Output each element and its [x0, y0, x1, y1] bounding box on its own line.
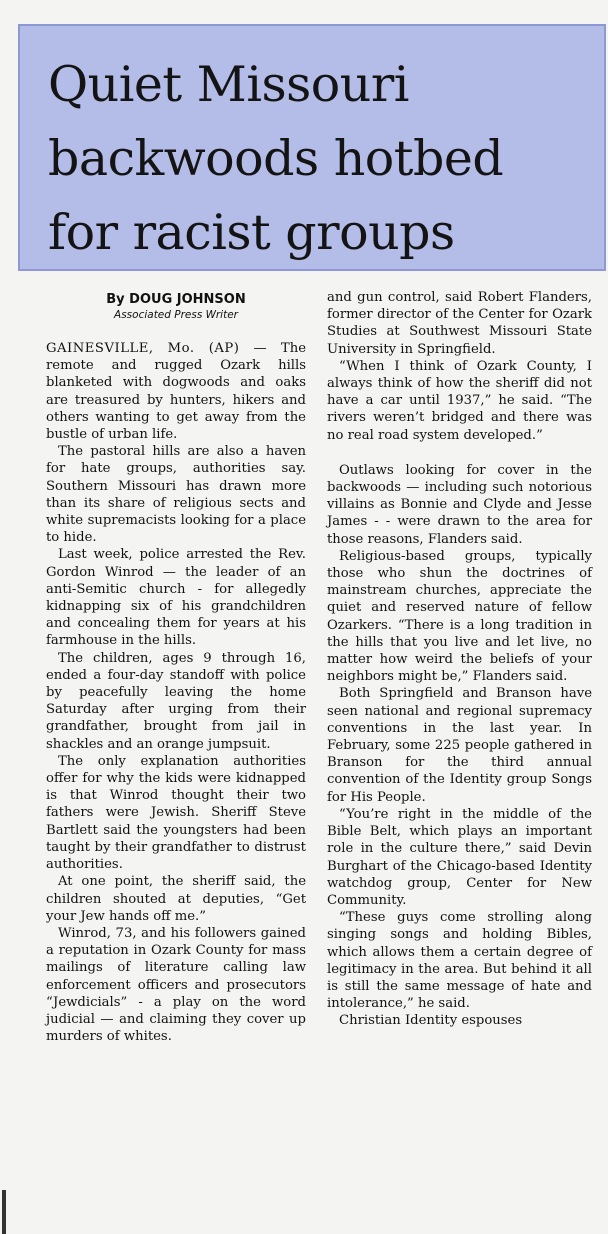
- article-column-right: [327, 289, 592, 1030]
- article-paragraph: At one point, the sheriff said, the children shouted at deputies, “Get your Jew hands off me.”: [46, 874, 306, 924]
- headline-line: backwoods hotbed: [48, 130, 504, 187]
- headline-line: Quiet Missouri: [48, 56, 409, 113]
- article-paragraph: Winrod, 73, and his followers gained a reputation in Ozark County for mass mailings of literature calling law enforcement officers and prosecutors “Jewdicials” - a play on the word judicial — and claiming they cover up murders of whites.: [46, 925, 306, 1045]
- article-paragraph: Christian Identity espouses: [339, 1013, 523, 1029]
- headline-line: for racist groups: [48, 204, 455, 261]
- article-paragraph: “You’re right in the middle of the Bible Belt, which plays an important role in the culture there,” said Devin Burghart of the Chicago-based Identity watchdog group, Center for New Community.: [327, 806, 592, 908]
- article-paragraph: The pastoral hills are also a haven for hate groups, authorities say. Southern Missouri has drawn more than its share of religious sects and white supremacists looking for a place to hide.: [46, 444, 306, 546]
- dateline: GAINESVILLE, Mo. (AP) —: [46, 341, 268, 356]
- scan-edge-mark: [2, 1190, 6, 1234]
- headline-highlight: [18, 24, 606, 271]
- article-paragraph: and gun control, said Robert Flanders, former director of the Center for Ozark Studies at Southwest Missouri State University in Springfield.: [327, 290, 592, 357]
- article-paragraph: [46, 340, 306, 443]
- byline-affiliation: Associated Press Writer: [114, 309, 238, 321]
- article-paragraph: “These guys come strolling along singing songs and holding Bibles, which allows them a certain degree of legitimacy in the area. But behind it all is still the same message of hate and intolerance,” he said.: [327, 910, 592, 1012]
- article-paragraph: Last week, police arrested the Rev. Gordon Winrod — the leader of an anti-Semitic church - for allegedly kidnapping six of his grandchildren and concealing them for years at his farmhouse in the hills.: [46, 547, 306, 649]
- byline-author: By DOUG JOHNSON: [106, 292, 246, 307]
- article-paragraph: Both Springfield and Branson have seen national and regional supremacy conventions in the last year. In February, some 225 people gathered in Branson for the third annual convention of the Identity group Songs for His People.: [327, 686, 592, 805]
- article-paragraph: Religious-based groups, typically those who shun the doctrines of mainstream churches, appreciate the quiet and reserved nature of fellow Ozarkers. “There is a long tradition in the hills that you live and let live, no matter how weird the beliefs of your neighbors might be,” Flanders said.: [327, 548, 592, 685]
- headline: [48, 48, 503, 270]
- paragraph-text: The remote and rugged Ozark hills blanketed with dogwoods and oaks are treasured by hunters, hikers and others wanting to get away from the bustle of urban life.: [46, 341, 306, 443]
- byline: [46, 292, 306, 322]
- article-paragraph: “When I think of Ozark County, I always think of how the sheriff did not have a car until 1937,” he said. “The rivers weren’t bridged and there was no real road system developed.”: [327, 358, 592, 443]
- article-paragraph: Outlaws looking for cover in the backwoods — including such notorious villains as Bonnie and Clyde and Jesse James - - were drawn to the area for those reasons, Flanders said.: [327, 462, 592, 547]
- article-column-left: [46, 292, 306, 1045]
- article-paragraph: The only explanation authorities offer for why the kids were kidnapped is that Winrod thought their two fathers were Jewish. Sheriff Steve Bartlett said the youngsters had been taught by their grandfather to distrust authorities.: [46, 753, 306, 873]
- article-paragraph: The children, ages 9 through 16, ended a four-day standoff with police by peacefully leaving the home Saturday after urging from their grandfather, brought from jail in shackles and an orange jumpsuit.: [46, 650, 306, 752]
